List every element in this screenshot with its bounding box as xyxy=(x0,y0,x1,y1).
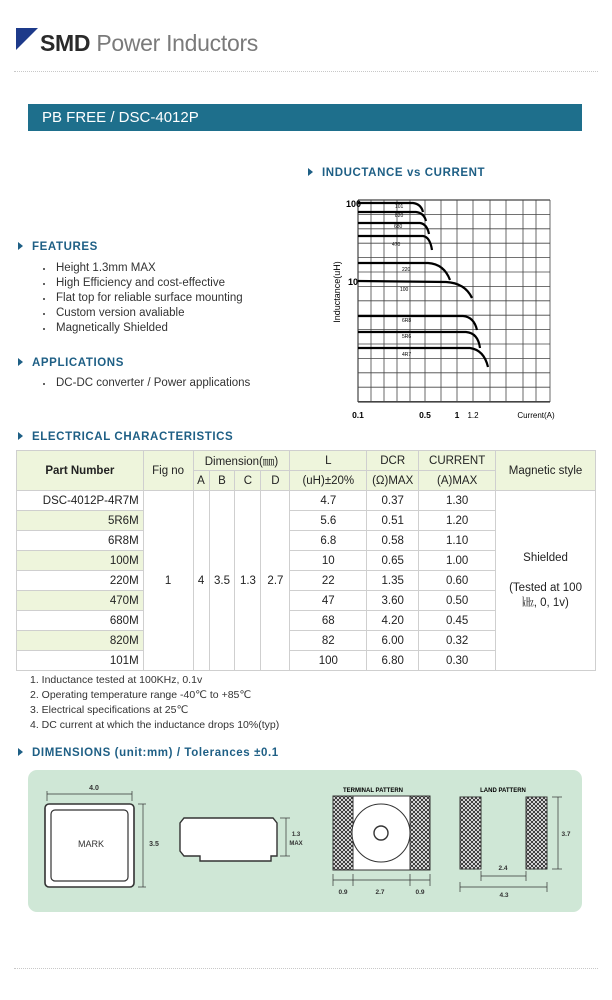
dcr-cell: 0.58 xyxy=(367,531,419,551)
graph-y-label: Inductance(uH) xyxy=(332,261,342,323)
dcr-cell: 6.00 xyxy=(367,631,419,651)
col-dcr-unit: (Ω)MAX xyxy=(367,471,419,491)
list-item: Flat top for reliable surface mounting xyxy=(38,291,243,306)
current-cell: 1.20 xyxy=(419,511,496,531)
inductance-curve xyxy=(358,212,426,221)
list-item: Height 1.3mm MAX xyxy=(38,261,243,276)
curve-label: 470 xyxy=(392,242,401,248)
col-magnetic-style: Magnetic style xyxy=(496,451,596,491)
dim-d-cell: 2.7 xyxy=(261,491,290,671)
note-item: 3. Electrical specifications at 25℃ xyxy=(30,704,189,716)
terminal-mid-label: 2.7 xyxy=(375,889,385,896)
inductance-cell: 100 xyxy=(290,651,367,671)
part-number-cell: 820M xyxy=(17,631,144,651)
triangle-bullet-icon xyxy=(18,432,23,440)
inductance-curve xyxy=(358,332,480,348)
part-number-cell: 680M xyxy=(17,611,144,631)
x-tick-1-2: 1.2 xyxy=(467,411,479,420)
y-tick-10: 10 xyxy=(348,277,359,287)
note-item: 4. DC current at which the inductance drops 10%(typ) xyxy=(30,719,280,731)
inductance-cell: 22 xyxy=(290,571,367,591)
curve-label: 820 xyxy=(395,213,404,219)
triangle-bullet-icon xyxy=(18,748,23,756)
part-number-cell: 100M xyxy=(17,551,144,571)
curve-label: 100 xyxy=(400,287,409,293)
top-height-label: 3.5 xyxy=(149,841,159,848)
inductance-cell: 5.6 xyxy=(290,511,367,531)
x-tick-1: 1 xyxy=(454,410,460,420)
inductance-cell: 10 xyxy=(290,551,367,571)
graph-x-label: Current(A) xyxy=(517,411,555,420)
col-dcr: DCR xyxy=(367,451,419,471)
land-height-label: 3.7 xyxy=(561,831,571,838)
part-number-cell: 6R8M xyxy=(17,531,144,551)
mark-label: MARK xyxy=(77,839,105,849)
dcr-cell: 0.65 xyxy=(367,551,419,571)
col-l: L xyxy=(290,451,367,471)
part-number-cell: 470M xyxy=(17,591,144,611)
curve-label: 220 xyxy=(402,267,411,273)
fig-no-cell: 1 xyxy=(143,491,193,671)
triangle-bullet-icon xyxy=(308,168,313,176)
col-a: A xyxy=(193,471,209,491)
col-current: CURRENT xyxy=(419,451,496,471)
current-cell: 0.60 xyxy=(419,571,496,591)
land-pattern-drawing xyxy=(460,788,571,899)
curve-label: 101 xyxy=(395,204,404,210)
table-header-row xyxy=(17,451,596,471)
curve-label: 5R6 xyxy=(402,334,412,340)
applications-heading-text: APPLICATIONS xyxy=(32,357,124,369)
dimensions-heading-text: DIMENSIONS (unit:mm) / Tolerances ±0.1 xyxy=(32,747,279,759)
current-cell: 0.30 xyxy=(419,651,496,671)
note-item: 1. Inductance tested at 100KHz, 0.1v xyxy=(30,674,203,686)
terminal-pattern-drawing xyxy=(333,788,430,896)
features-list xyxy=(38,261,243,336)
inductance-cell: 47 xyxy=(290,591,367,611)
inductance-cell: 4.7 xyxy=(290,491,367,511)
part-number-cell: 220M xyxy=(17,571,144,591)
col-c: C xyxy=(235,471,261,491)
electrical-heading-text: ELECTRICAL CHARACTERISTICS xyxy=(32,431,234,443)
list-item: High Efficiency and cost-effective xyxy=(38,276,243,291)
top-view-drawing xyxy=(45,785,159,887)
magnetic-style-cell xyxy=(496,491,596,671)
current-cell: 0.45 xyxy=(419,611,496,631)
graph-heading-text: INDUCTANCE vs CURRENT xyxy=(322,167,486,179)
current-cell: 0.50 xyxy=(419,591,496,611)
features-heading xyxy=(18,241,98,253)
table-row xyxy=(17,491,596,511)
land-total-label: 4.3 xyxy=(499,892,509,899)
terminal-left-label: 0.9 xyxy=(338,889,348,896)
col-d: D xyxy=(261,471,290,491)
triangle-bullet-icon xyxy=(18,358,23,366)
tested-note: (Tested at 100㎑, 0, 1v) xyxy=(509,581,582,609)
electrical-notes xyxy=(30,673,279,733)
brand-title-bold: SMD xyxy=(40,30,91,56)
col-dimension: Dimension(㎜) xyxy=(193,451,290,471)
inductance-current-graph xyxy=(328,190,560,422)
dcr-cell: 3.60 xyxy=(367,591,419,611)
col-current-unit: (A)MAX xyxy=(419,471,496,491)
col-b: B xyxy=(209,471,235,491)
current-cell: 1.30 xyxy=(419,491,496,511)
side-max-label: MAX xyxy=(289,841,303,847)
dim-b-cell: 3.5 xyxy=(209,491,235,671)
dimension-drawings xyxy=(28,770,582,912)
dcr-cell: 6.80 xyxy=(367,651,419,671)
dcr-cell: 1.35 xyxy=(367,571,419,591)
curve-label: 680 xyxy=(394,224,403,230)
current-cell: 1.00 xyxy=(419,551,496,571)
land-title: LAND PATTERN xyxy=(480,788,526,794)
triangle-bullet-icon xyxy=(18,242,23,250)
curve-label: 4R7 xyxy=(402,352,412,358)
part-number-cell: DSC-4012P-4R7M xyxy=(17,491,144,511)
x-tick-0-5: 0.5 xyxy=(419,410,431,420)
shielded-label: Shielded xyxy=(523,551,568,564)
list-item: DC-DC converter / Power applications xyxy=(38,376,250,391)
inductance-curve xyxy=(358,203,423,212)
brand-title xyxy=(40,30,258,57)
current-cell: 0.32 xyxy=(419,631,496,651)
electrical-heading xyxy=(18,431,233,443)
dcr-cell: 4.20 xyxy=(367,611,419,631)
part-number-cell: 5R6M xyxy=(17,511,144,531)
applications-list xyxy=(38,376,250,391)
electrical-table xyxy=(16,450,596,671)
dimensions-heading xyxy=(18,747,279,759)
y-tick-100: 100 xyxy=(346,199,362,209)
brand-logo-mark xyxy=(16,28,38,50)
list-item: Custom version avaliable xyxy=(38,306,243,321)
inductance-curve xyxy=(358,316,477,330)
inductance-cell: 82 xyxy=(290,631,367,651)
brand-title-rest: Power Inductors xyxy=(96,30,259,56)
footer-divider xyxy=(14,968,598,969)
inductance-curve xyxy=(358,281,472,298)
current-cell: 1.10 xyxy=(419,531,496,551)
header-divider xyxy=(14,71,598,72)
top-width-label: 4.0 xyxy=(89,785,99,792)
col-l-unit: (uH)±20% xyxy=(290,471,367,491)
dcr-cell: 0.37 xyxy=(367,491,419,511)
inductance-cell: 68 xyxy=(290,611,367,631)
graph-curves xyxy=(358,203,488,367)
part-number-cell: 101M xyxy=(17,651,144,671)
side-view-drawing xyxy=(180,818,303,861)
inductance-cell: 6.8 xyxy=(290,531,367,551)
graph-grid xyxy=(358,200,550,402)
features-heading-text: FEATURES xyxy=(32,241,98,253)
col-part-number: Part Number xyxy=(17,451,144,491)
x-tick-0-1: 0.1 xyxy=(352,410,364,420)
applications-heading xyxy=(18,357,124,369)
inductance-curve xyxy=(358,348,488,367)
terminal-right-label: 0.9 xyxy=(415,889,425,896)
dcr-cell: 0.51 xyxy=(367,511,419,531)
side-height-label: 1.3 xyxy=(291,832,301,838)
dim-c-cell: 1.3 xyxy=(235,491,261,671)
dim-a-cell: 4 xyxy=(193,491,209,671)
curve-label: 6R8 xyxy=(402,318,412,324)
land-gap-label: 2.4 xyxy=(498,865,508,872)
col-fig-no: Fig no xyxy=(143,451,193,491)
terminal-title: TERMINAL PATTERN xyxy=(343,788,403,794)
list-item: Magnetically Shielded xyxy=(38,321,243,336)
graph-heading xyxy=(308,167,485,179)
note-item: 2. Operating temperature range -40℃ to +85℃ xyxy=(30,689,252,701)
product-banner: PB FREE / DSC-4012P xyxy=(28,104,582,131)
